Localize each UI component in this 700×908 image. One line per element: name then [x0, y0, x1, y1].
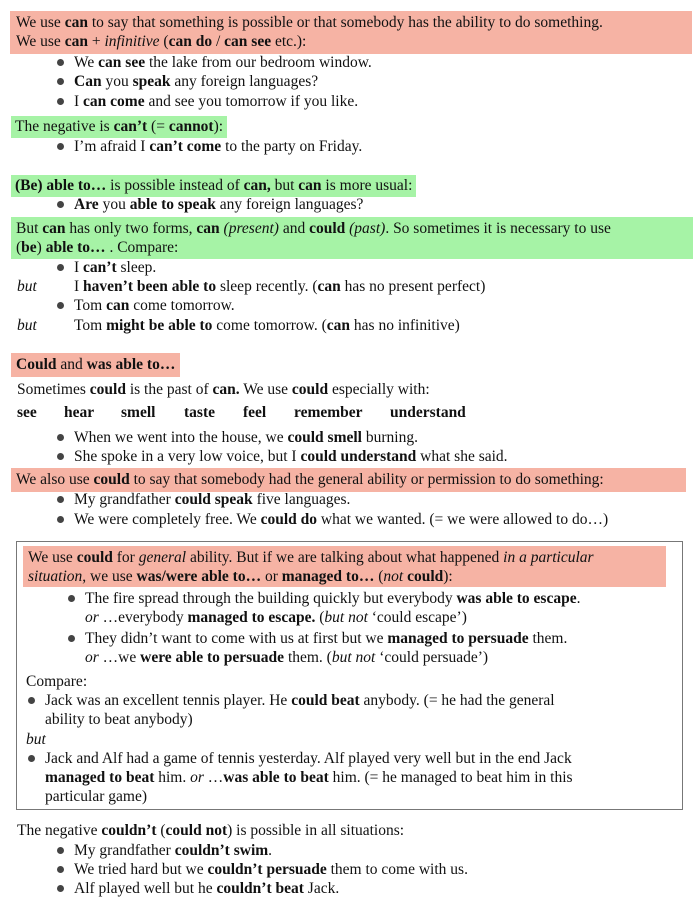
verb-list [0, 403, 700, 423]
particular-situation-heading [23, 546, 666, 587]
example-might-be-able: Tom might be able to come tomorrow. (can has no infinitive) [74, 317, 460, 334]
example-tennis-game: Jack and Alf had a game of tennis yesterday. Alf played very well but in the end Jack [45, 750, 572, 767]
section-can-intro [10, 11, 692, 54]
verb-feel: feel [243, 404, 267, 421]
example-cant-sleep: I can’t sleep. [74, 259, 157, 276]
example-can-come: I can come and see you tomorrow if you like. [74, 93, 359, 110]
but-label: but [17, 317, 37, 334]
example-could-do: We were completely free. We could do what we wanted. (= we were allowed to do…) [74, 511, 609, 528]
example-could-speak: My grandfather could speak five languages. [74, 491, 351, 508]
two-forms-line-2: (be) able to… . Compare: [16, 239, 179, 256]
box-head-line-2: situation, we use was/were able to… or managed to… (not could): [28, 568, 453, 585]
example-couldnt-swim: My grandfather couldn’t swim. [74, 842, 273, 859]
example-couldnt-persuade: We tried hard but we couldn’t persuade them to come with us. [74, 861, 468, 878]
example-could-beat: Jack was an excellent tennis player. He could beat anybody. (= he had the general [45, 692, 555, 709]
verb-understand: understand [390, 404, 466, 421]
example-havent-been-able: I haven’t been able to sleep recently. (can has no present perfect) [74, 278, 486, 295]
section-two-forms [11, 217, 693, 259]
box-head-line-1: We use could for general ability. But if we are talking about what happened in a particular [28, 549, 594, 566]
negative-cant-heading: The negative is can’t (= cannot): [11, 116, 227, 138]
example-could-beat-cont: ability to beat anybody) [45, 711, 193, 728]
could-and-was-able-heading: Could and was able to… [11, 353, 180, 377]
particular-situation-box [16, 541, 683, 810]
example-managed-to-escape: or …everybody managed to escape. (but not ‘could escape’) [85, 609, 467, 626]
example-were-able-to-persuade: or …we were able to persuade them. (but not ‘could persuade’) [85, 649, 489, 666]
example-can-speak: Can you speak any foreign languages? [74, 73, 319, 90]
example-managed-to-beat: managed to beat him. or …was able to beat him. (= he managed to beat him in this [45, 769, 573, 786]
box-but-label: but [26, 731, 46, 748]
example-managed-to-persuade: They didn’t want to come with us at first but we managed to persuade them. [85, 630, 568, 647]
two-forms-line-1: But can has only two forms, can (present) and could (past). So sometimes it is necessary to use [16, 220, 611, 237]
example-couldnt-beat: Alf played well but he couldn’t beat Jack. [74, 880, 340, 897]
intro-line-2: We use can + infinitive (can do / can see etc.): [16, 33, 307, 50]
example-able-to-speak: Are you able to speak any foreign languages? [74, 196, 364, 213]
example-cant-come: I’m afraid I can’t come to the party on Friday. [74, 138, 363, 155]
example-can-see: We can see the lake from our bedroom window. [74, 54, 372, 71]
example-could-understand: She spoke in a very low voice, but I could understand what she said. [74, 448, 508, 465]
verb-smell: smell [121, 404, 156, 421]
be-able-to-heading: (Be) able to… is possible instead of can, but can is more usual: [11, 175, 416, 197]
verb-remember: remember [294, 404, 363, 421]
example-could-smell: When we went into the house, we could smell burning. [74, 429, 418, 446]
couldnt-line: The negative couldn’t (could not) is possible in all situations: [17, 822, 405, 839]
verb-see: see [17, 404, 37, 421]
example-was-able-to-escape: The fire spread through the building quickly but everybody was able to escape. [85, 590, 581, 607]
verb-taste: taste [184, 404, 215, 421]
verb-hear: hear [64, 404, 95, 421]
example-tom-can-come: Tom can come tomorrow. [74, 297, 235, 314]
general-ability-heading: We also use could to say that somebody had the general ability or permission to do something: [11, 468, 686, 492]
intro-line-1: We use can to say that something is possible or that somebody has the ability to do something. [16, 14, 603, 31]
could-past-line: Sometimes could is the past of can. We use could especially with: [17, 381, 430, 398]
but-label: but [17, 278, 37, 295]
compare-label: Compare: [26, 673, 88, 690]
example-particular-game: particular game) [45, 788, 147, 805]
